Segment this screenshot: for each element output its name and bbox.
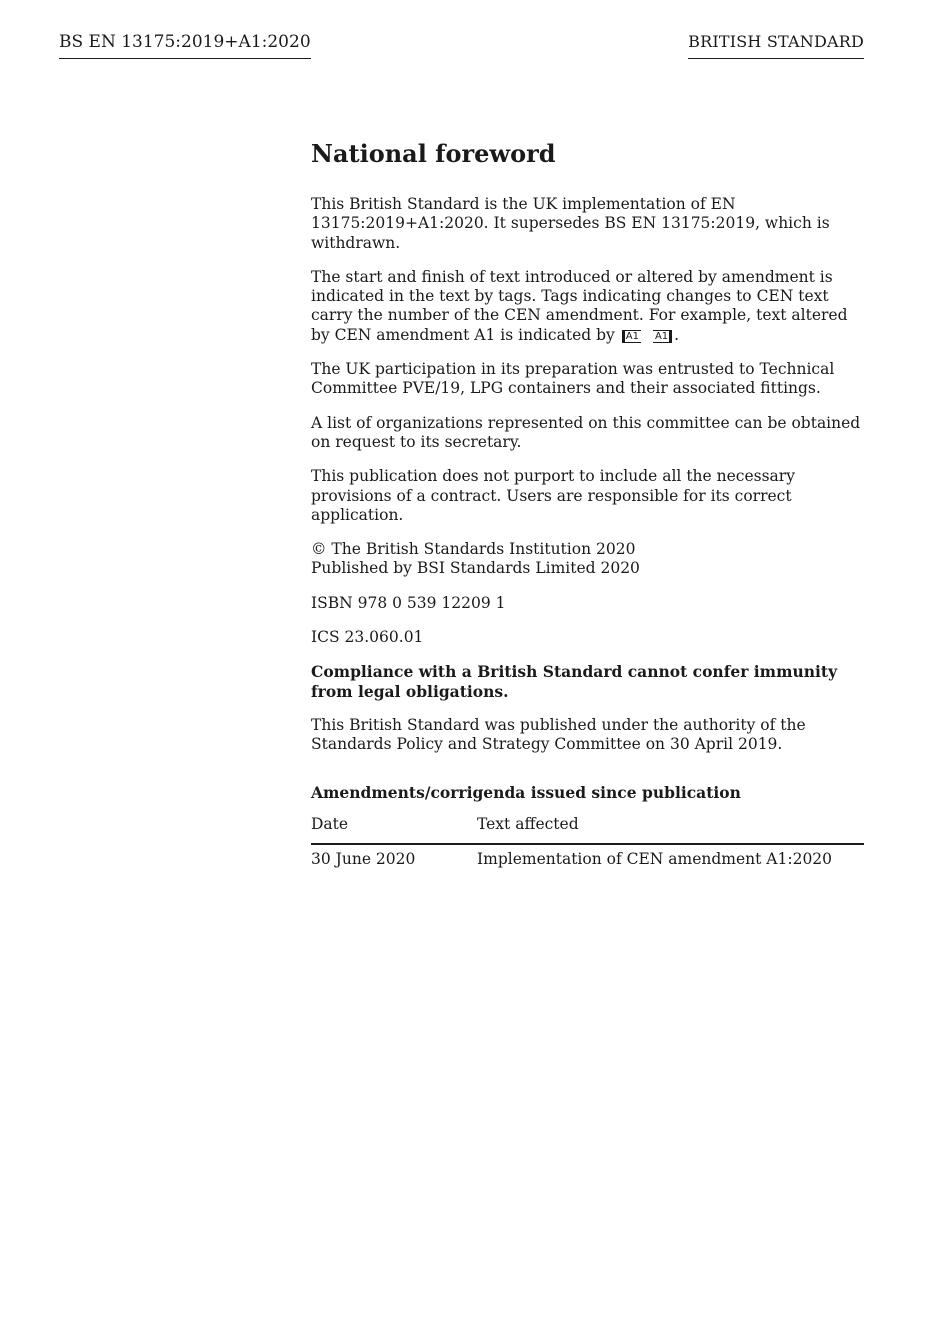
amendment-tag-open-icon: A1 xyxy=(622,330,641,343)
isbn: ISBN 978 0 539 12209 1 xyxy=(311,593,506,612)
paragraph-committee: The UK participation in its preparation was entrusted to Technical Committee PVE/19, LPG containers and their associated fittings. xyxy=(311,360,835,398)
document-code: BS EN 13175:2019+A1:2020 xyxy=(59,31,311,59)
column-header-date: Date xyxy=(311,811,477,844)
table-row xyxy=(311,844,864,868)
amendment-tags-text: The start and finish of text introduced or altered by amendment is indicated in the text by tags. Tags indicating changes to CEN text carry the number of the CEN amendment. For example, text altered by CEN amendment A1 is indicated by xyxy=(311,267,848,344)
series-label: BRITISH STANDARD xyxy=(688,31,864,59)
amendment-date: 30 June 2020 xyxy=(311,849,416,868)
amendments-title: Amendments/corrigenda issued since publication xyxy=(311,782,741,802)
paragraph-amendment-tags xyxy=(311,268,864,345)
published-line: Published by BSI Standards Limited 2020 xyxy=(311,559,640,578)
foreword-section xyxy=(311,139,864,868)
compliance-statement: Compliance with a British Standard cannot confer immunity from legal obligations. xyxy=(311,662,838,701)
ics: ICS 23.060.01 xyxy=(311,628,424,647)
column-header-text-affected: Text affected xyxy=(477,811,864,844)
amendments-table xyxy=(311,811,864,868)
paragraph-contract: This publication does not purport to include all the necessary provisions of a contract. Users are responsible for its correct application. xyxy=(311,467,795,524)
paragraph-organizations: A list of organizations represented on this committee can be obtained on request to its secretary. xyxy=(311,413,861,451)
copyright-line: © The British Standards Institution 2020 xyxy=(311,540,636,559)
amendment-text-affected: Implementation of CEN amendment A1:2020 xyxy=(477,849,833,868)
table-header-row xyxy=(311,811,864,844)
amendment-tags-end: . xyxy=(674,325,680,344)
copyright-block xyxy=(311,540,864,579)
authority-statement: This British Standard was published under the authority of the Standards Policy and Strategy Committee on 30 April 2019. xyxy=(311,715,806,754)
page-title: National foreword xyxy=(311,139,556,168)
paragraph-implementation: This British Standard is the UK implementation of EN 13175:2019+A1:2020. It supersedes BS EN 13175:2019, which is withdrawn. xyxy=(311,195,830,252)
amendment-tag-close-icon: A1 xyxy=(653,330,672,343)
